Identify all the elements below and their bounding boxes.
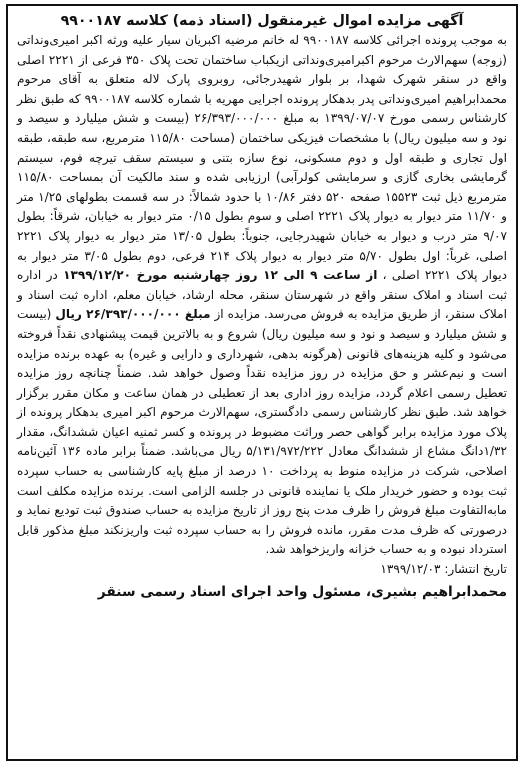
notice-title: آگهی مزایده اموال غیرمنقول (اسناد ذمه) کلاسه ۹۹۰۰۱۸۷ [60, 13, 464, 29]
body-part-1: به موجب پرونده اجرائی کلاسه ۹۹۰۰۱۸۷ له خانم مرضیه اکبریان سیار علیه ورثه اکبر امیری‌ونداتی (زوجه) سهم‌الارث مرحوم اکبرامیری‌ونداتی ازیکباب ساختمان تحت پلاک ۳۵۰ فرعی از ۲۲۲۱ اصلی واقع در سنقر شهرک شهدا، بر بلوار شهیدرجائی، روبروی پارک لاله متعلق به آقای مرحوم محمدابراهیم امیری‌ونداتی پدر بدهکار پرونده اجرایی مهریه با شماره کلاسه ۹۹۰۰۱۸۷ که طبق نظر کارشناس رسمی مورخ ۱۳۹۹/۰۷/۰۷ به مبلغ ۲۶/۳۹۳/۰۰۰/۰۰۰ (بیست و شش میلیارد و سیصد و نود و سه میلیون ریال) با مشخصات فیزیکی ساختمان (مساحت ۱۱۵/۸۰ مترمربع، سه طبقه، طبقه اول تجاری و طبقه اول و دوم مسکونی، نوع سازه بتنی و سیستم سقف تیرچه فوم، سیستم گرمایشی بخاری گازی و سرمایشی کولرآبی) ارزیابی شده و سند مالکیت آن بمساحت ۱۱۵/۸۰ مترمربع ذیل ثبت ۱۵۵۲۳ صفحه ۵۲۰ دفتر ۱۰/۸۶ با حدود شمالاً: در سه قسمت بطولهای ۱/۲۵ متر و ۱۱/۷۰ متر دیوار به دیوار پلاک ۲۲۲۱ اصلی و سوم بطول ۰/۱۵ متر دیوار به خیابان، شرقاً: بطول ۹/۰۷ متر درب و دیوار به خیابان شهیدرجایی، جنوباً: بطول ۱۳/۰۵ متر دیوار به دیوار پلاک ۲۲۲۱ اصلی، غرباً: اول بطول ۵/۷۰ متر دیوار به دیوار پلاک ۲۱۴ فرعی، دوم بطول ۳/۰۵ متر دیوار به دیوار پلاک ۲۲۲۱ اصلی ، [17, 33, 508, 283]
signature: محمدابراهیم بشیری، مسئول واحد اجرای اسناد رسمی سنقر [97, 584, 507, 601]
body-part-2: در اداره ثبت اسناد و املاک سنقر واقع در شهرستان سنقر، محله ارشاد، خیابان معلم، اداره ثبت اسناد و املاک سنقر، از طریق مزایده به فروش می‌رسد. مزایده از [17, 268, 507, 322]
auction-time: از ساعت ۹ الی ۱۲ روز چهارشنبه مورخ ۱۳۹۹/۱۲/۲۰ [63, 268, 378, 283]
body-part-3: (بیست و شش میلیارد و سیصد و نود و سه میلیون ریال) شروع و به بالاترین قیمت پیشنهادی نقداً فروخته می‌شود و کلیه هزینه‌های قانونی (هرگونه بدهی، شهرداری و دارایی و غیره) به عهده برنده مزایده است و نیم‌عشر و حق مزایده در روز مزایده نقداً وصول خواهد شد. ضمناً چنانچه روز مزایده تعطیل رسمی اعلام گردد، مزایده روز اداری بعد از تعطیلی در همان ساعت و مکان مقرر برگزار خواهد شد. طبق نظر کارشناس رسمی دادگستری، سهم‌الارث مرحوم اکبر امیری بدهکار پرونده از پلاک مورد مزایده برابر گواهی حصر وراثت مضبوط در پرونده و کسر ثمنیه اعیان ششدانگ، مقدار ۱/۳۲دانگ مشاع از ششدانگ معادل ۵/۱۳۱/۹۷۲/۲۲۲ ریال می‌باشد. ضمناً برابر ماده ۱۳۶ آئین‌نامه اصلاحی، شرکت در مزایده منوط به پرداخت ۱۰ درصد از مبلغ پایه کارشناسی به حساب سپرده ثبت بوده و حضور خریدار ملک یا نماینده قانونی در جلسه الزامی است. برنده مزایده مکلف است مابه‌التفاوت مبلغ فروش را ظرف مدت پنج روز از تاریخ مزایده به حساب صندوق ثبت تودیع نماید و درصورتی که ظرف مدت مقرر، مانده فروش را به حساب سپرده ثبت واریزنکند مبلغ مذکور قابل استرداد نبوده و به حساب خزانه واریزخواهد شد. [17, 307, 507, 557]
notice-body [17, 31, 507, 560]
auction-base-price: مبلغ ۲۶/۳۹۳/۰۰۰/۰۰۰ ریال [55, 307, 211, 322]
publish-date: تاریخ انتشار: ۱۳۹۹/۱۲/۰۳ [380, 562, 507, 577]
notice-box [6, 4, 518, 761]
